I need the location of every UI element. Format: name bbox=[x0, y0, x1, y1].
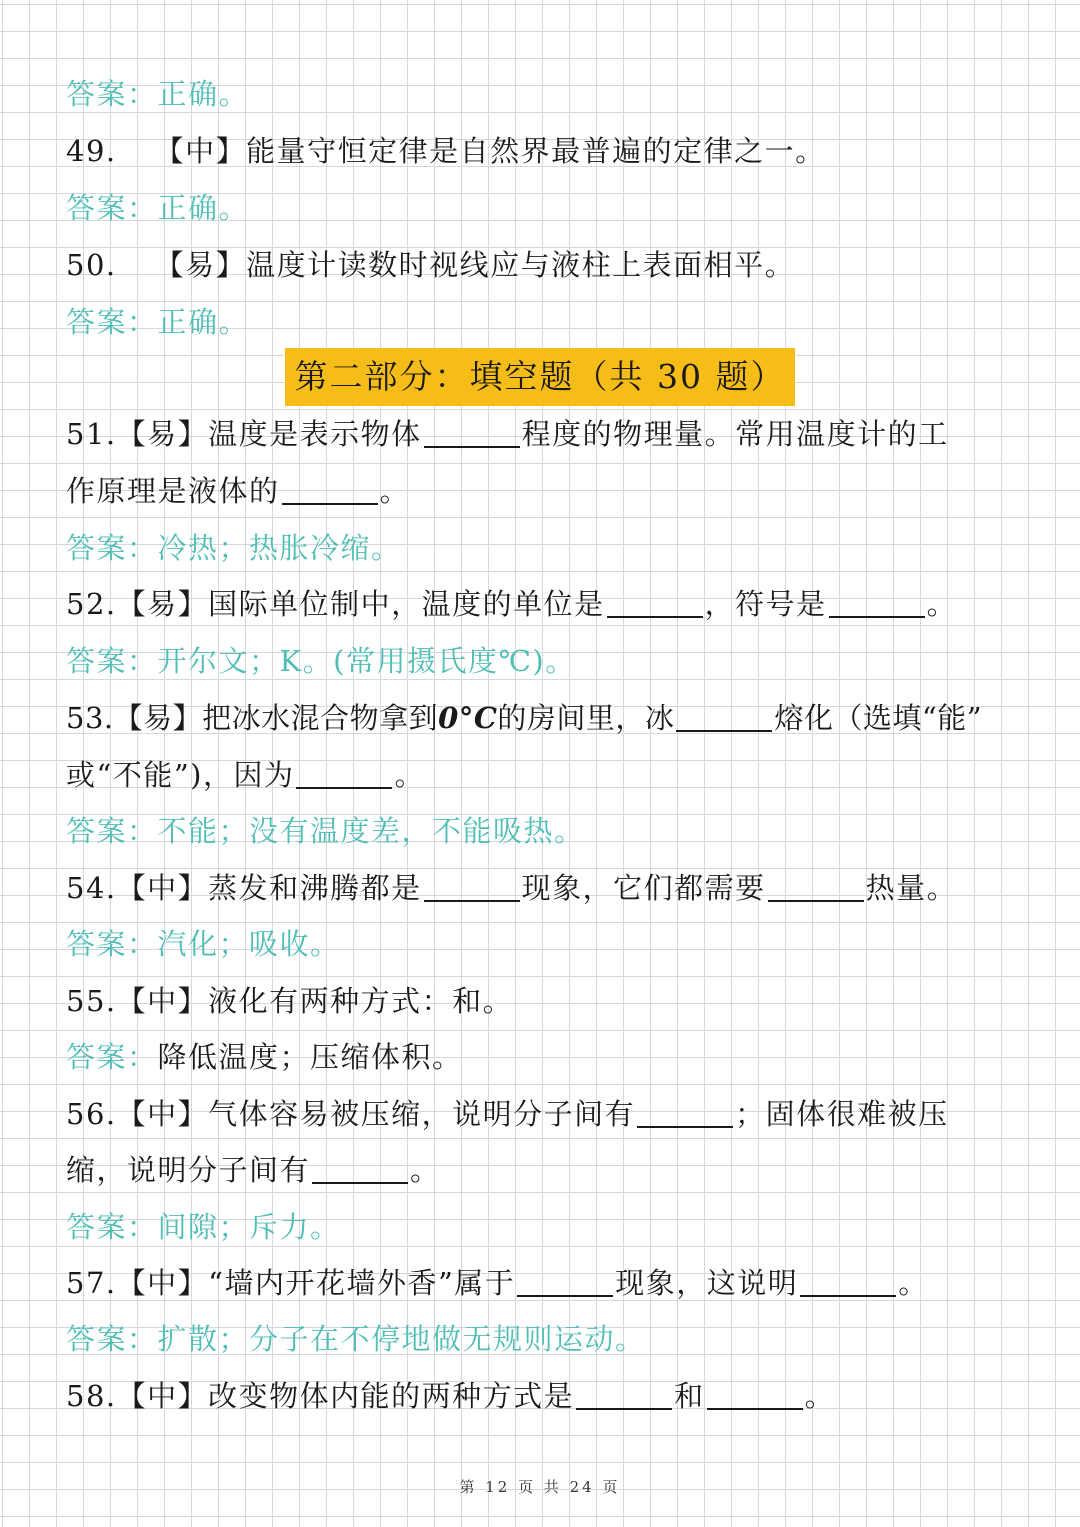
section-heading bbox=[0, 348, 1080, 406]
answer-blank bbox=[800, 1261, 896, 1297]
question-53: 53.【易】把冰水混合物拿到0°C的房间里，冰 熔化（选填“能” bbox=[66, 690, 1026, 746]
answer-51: 答案：冷热；热胀冷缩。 bbox=[66, 531, 402, 565]
question-54: 54.【中】蒸发和沸腾都是 现象，它们都需要 热量。 bbox=[66, 860, 1026, 916]
math-expression: 0°C bbox=[438, 701, 498, 735]
question-57: 57.【中】“墙内开花墙外香”属于 现象，这说明 。 bbox=[66, 1255, 1026, 1311]
answer-blank bbox=[768, 866, 864, 902]
answer-blank bbox=[424, 412, 520, 448]
answer-blank bbox=[517, 1261, 613, 1297]
answer-54: 答案：汽化；吸收。 bbox=[66, 927, 341, 961]
answer-blank bbox=[707, 1374, 803, 1410]
question-56: 56.【中】气体容易被压缩，说明分子间有 ；固体很难被压 bbox=[66, 1086, 1026, 1142]
answer-55: 答案：降低温度；压缩体积。 bbox=[66, 1040, 463, 1074]
question-53-cont: 或“不能”)，因为 。 bbox=[66, 747, 1026, 803]
answer-blank bbox=[312, 1148, 408, 1184]
question-49 bbox=[66, 123, 1026, 179]
section-title: 第二部分：填空题（共 30 题） bbox=[285, 348, 796, 406]
answer-57: 答案：扩散；分子在不停地做无规则运动。 bbox=[66, 1322, 646, 1356]
answer-line: 答案：正确。 bbox=[66, 77, 250, 111]
answer-blank bbox=[676, 696, 772, 732]
answer-49: 答案：正确。 bbox=[66, 191, 250, 225]
answer-56: 答案：间隙；斥力。 bbox=[66, 1210, 341, 1244]
answer-blank bbox=[637, 1092, 733, 1128]
question-58: 58.【中】改变物体内能的两种方式是 和 。 bbox=[66, 1368, 1026, 1424]
answer-blank bbox=[282, 469, 378, 505]
answer-blank bbox=[424, 866, 520, 902]
question-number: 49. bbox=[66, 134, 117, 168]
question-number: 50. bbox=[66, 248, 117, 282]
question-51: 51.【易】温度是表示物体 程度的物理量。常用温度计的工 bbox=[66, 406, 1026, 462]
answer-blank bbox=[829, 582, 925, 618]
question-51-cont: 作原理是液体的 。 bbox=[66, 463, 1026, 519]
question-text: 【中】能量守恒定律是自然界最普遍的定律之一。 bbox=[154, 134, 826, 168]
page-footer: 第 12 页 共 24 页 bbox=[459, 1478, 621, 1496]
answer-50: 答案：正确。 bbox=[66, 305, 250, 339]
answer-blank bbox=[607, 582, 703, 618]
answer-52: 答案：开尔文；K。(常用摄氏度℃)。 bbox=[66, 644, 576, 678]
question-52: 52.【易】国际单位制中，温度的单位是 ，符号是 。 bbox=[66, 576, 1026, 632]
question-56-cont: 缩，说明分子间有 。 bbox=[66, 1142, 1026, 1198]
answer-blank bbox=[576, 1374, 672, 1410]
question-text: 【易】温度计读数时视线应与液柱上表面相平。 bbox=[154, 248, 796, 282]
answer-53: 答案：不能；没有温度差，不能吸热。 bbox=[66, 814, 585, 848]
answer-blank bbox=[296, 753, 392, 789]
question-50 bbox=[66, 237, 1026, 293]
question-55: 55.【中】液化有两种方式：和。 bbox=[66, 984, 514, 1018]
